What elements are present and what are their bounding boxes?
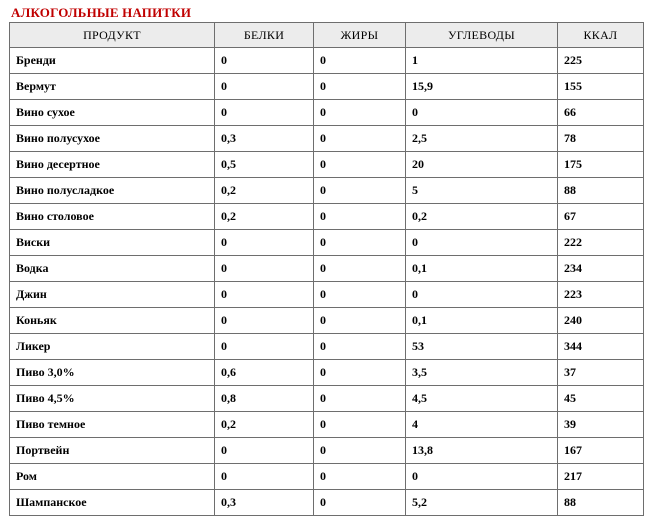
kcal-cell: 223 xyxy=(558,282,644,308)
product-cell: Водка xyxy=(10,256,215,282)
fat-cell: 0 xyxy=(314,308,406,334)
fat-cell: 0 xyxy=(314,48,406,74)
fat-cell: 0 xyxy=(314,386,406,412)
carbs-cell: 0,1 xyxy=(406,308,558,334)
carbs-cell: 4 xyxy=(406,412,558,438)
fat-cell: 0 xyxy=(314,360,406,386)
header-carbs: УГЛЕВОДЫ xyxy=(406,23,558,48)
product-cell: Вино полусухое xyxy=(10,126,215,152)
table-row xyxy=(10,256,644,282)
table-row xyxy=(10,308,644,334)
carbs-cell: 5,2 xyxy=(406,490,558,516)
table-row xyxy=(10,204,644,230)
carbs-cell: 3,5 xyxy=(406,360,558,386)
table-row xyxy=(10,386,644,412)
table-row xyxy=(10,438,644,464)
product-cell: Бренди xyxy=(10,48,215,74)
fat-cell: 0 xyxy=(314,412,406,438)
fat-cell: 0 xyxy=(314,152,406,178)
protein-cell: 0 xyxy=(215,438,314,464)
table-row xyxy=(10,230,644,256)
fat-cell: 0 xyxy=(314,126,406,152)
fat-cell: 0 xyxy=(314,100,406,126)
kcal-cell: 88 xyxy=(558,490,644,516)
table-row xyxy=(10,490,644,516)
protein-cell: 0,2 xyxy=(215,412,314,438)
product-cell: Виски xyxy=(10,230,215,256)
fat-cell: 0 xyxy=(314,178,406,204)
carbs-cell: 0,2 xyxy=(406,204,558,230)
carbs-cell: 0 xyxy=(406,282,558,308)
table-body xyxy=(10,48,644,516)
product-cell: Портвейн xyxy=(10,438,215,464)
carbs-cell: 0 xyxy=(406,230,558,256)
product-cell: Джин xyxy=(10,282,215,308)
protein-cell: 0,5 xyxy=(215,152,314,178)
table-row xyxy=(10,334,644,360)
protein-cell: 0 xyxy=(215,282,314,308)
header-kcal: ККАЛ xyxy=(558,23,644,48)
kcal-cell: 37 xyxy=(558,360,644,386)
table-row xyxy=(10,412,644,438)
product-cell: Пиво темное xyxy=(10,412,215,438)
header-fat: ЖИРЫ xyxy=(314,23,406,48)
kcal-cell: 222 xyxy=(558,230,644,256)
carbs-cell: 13,8 xyxy=(406,438,558,464)
table-row xyxy=(10,100,644,126)
fat-cell: 0 xyxy=(314,282,406,308)
carbs-cell: 2,5 xyxy=(406,126,558,152)
kcal-cell: 175 xyxy=(558,152,644,178)
carbs-cell: 20 xyxy=(406,152,558,178)
table-row xyxy=(10,48,644,74)
page-title: АЛКОГОЛЬНЫЕ НАПИТКИ xyxy=(11,5,192,20)
product-cell: Шампанское xyxy=(10,490,215,516)
table-row xyxy=(10,74,644,100)
protein-cell: 0,2 xyxy=(215,204,314,230)
fat-cell: 0 xyxy=(314,464,406,490)
kcal-cell: 88 xyxy=(558,178,644,204)
header-product: ПРОДУКТ xyxy=(10,23,215,48)
product-cell: Ликер xyxy=(10,334,215,360)
protein-cell: 0 xyxy=(215,464,314,490)
fat-cell: 0 xyxy=(314,74,406,100)
fat-cell: 0 xyxy=(314,204,406,230)
product-cell: Пиво 3,0% xyxy=(10,360,215,386)
carbs-cell: 0 xyxy=(406,464,558,490)
kcal-cell: 66 xyxy=(558,100,644,126)
kcal-cell: 39 xyxy=(558,412,644,438)
protein-cell: 0,6 xyxy=(215,360,314,386)
protein-cell: 0,3 xyxy=(215,126,314,152)
protein-cell: 0,3 xyxy=(215,490,314,516)
fat-cell: 0 xyxy=(314,490,406,516)
carbs-cell: 15,9 xyxy=(406,74,558,100)
carbs-cell: 0,1 xyxy=(406,256,558,282)
product-cell: Вино полусладкое xyxy=(10,178,215,204)
kcal-cell: 234 xyxy=(558,256,644,282)
fat-cell: 0 xyxy=(314,334,406,360)
carbs-cell: 4,5 xyxy=(406,386,558,412)
fat-cell: 0 xyxy=(314,438,406,464)
protein-cell: 0 xyxy=(215,308,314,334)
product-cell: Пиво 4,5% xyxy=(10,386,215,412)
carbs-cell: 5 xyxy=(406,178,558,204)
kcal-cell: 155 xyxy=(558,74,644,100)
kcal-cell: 45 xyxy=(558,386,644,412)
product-cell: Вино столовое xyxy=(10,204,215,230)
nutrition-table xyxy=(9,22,644,516)
kcal-cell: 240 xyxy=(558,308,644,334)
table-row xyxy=(10,178,644,204)
protein-cell: 0,2 xyxy=(215,178,314,204)
kcal-cell: 78 xyxy=(558,126,644,152)
kcal-cell: 225 xyxy=(558,48,644,74)
protein-cell: 0 xyxy=(215,334,314,360)
protein-cell: 0 xyxy=(215,100,314,126)
product-cell: Коньяк xyxy=(10,308,215,334)
protein-cell: 0 xyxy=(215,256,314,282)
protein-cell: 0 xyxy=(215,230,314,256)
carbs-cell: 0 xyxy=(406,100,558,126)
protein-cell: 0 xyxy=(215,74,314,100)
kcal-cell: 217 xyxy=(558,464,644,490)
product-cell: Вермут xyxy=(10,74,215,100)
header-protein: БЕЛКИ xyxy=(215,23,314,48)
kcal-cell: 344 xyxy=(558,334,644,360)
fat-cell: 0 xyxy=(314,230,406,256)
product-cell: Ром xyxy=(10,464,215,490)
protein-cell: 0,8 xyxy=(215,386,314,412)
fat-cell: 0 xyxy=(314,256,406,282)
carbs-cell: 1 xyxy=(406,48,558,74)
table-header xyxy=(10,23,644,48)
product-cell: Вино сухое xyxy=(10,100,215,126)
kcal-cell: 167 xyxy=(558,438,644,464)
table-row xyxy=(10,360,644,386)
carbs-cell: 53 xyxy=(406,334,558,360)
table-row xyxy=(10,464,644,490)
product-cell: Вино десертное xyxy=(10,152,215,178)
table-row xyxy=(10,126,644,152)
table-row xyxy=(10,152,644,178)
kcal-cell: 67 xyxy=(558,204,644,230)
header-row xyxy=(10,23,644,48)
table-row xyxy=(10,282,644,308)
protein-cell: 0 xyxy=(215,48,314,74)
